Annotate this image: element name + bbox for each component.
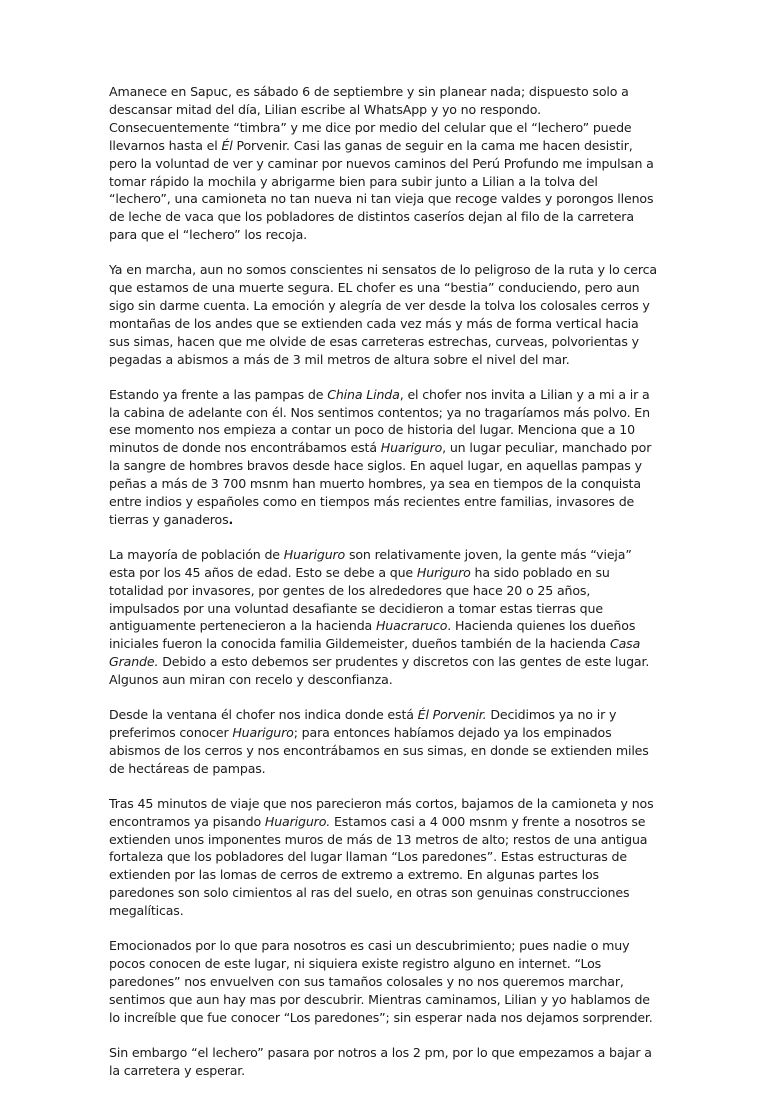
paragraph-4-text-3: ha sido poblado en su totalidad por invasores, por gentes de los alrededores que hace 20 o 25 años, impulsados por una voluntad desafiante se decidieron a tomar estas tierras que antiguamente pertenecieron a la hacienda: [109, 564, 610, 634]
paragraph-4-text-4: . Hacienda quienes los dueños iniciales fueron la conocida familia Gildemeister, dueños también de la hacienda: [109, 618, 636, 652]
paragraph-3-text-3: , un lugar peculiar, manchado por la sangre de hombres bravos desde hace siglos. En aquel lugar, en aquellas pampas y peñas a más de 3 700 msnm han muerto hombres, ya sea en tiempos de la conquista entre indios y españoles como en tiempos más recientes entre familias, invasores de tierras y ganaderos: [109, 440, 652, 527]
paragraph-4-italic-3: Huacraruco: [375, 618, 448, 634]
paragraph-1-text-1: Amanece en Sapuc, es sábado 6 de septiembre y sin planear nada; dispuesto solo a descansar mitad del día, Lilian escribe al WhatsApp y yo no respondo. Consecuentemente “timbra” y me dice por medio del celular que el “lechero” puede llevarnos hasta el: [109, 84, 632, 153]
paragraph-6-text-2: Estamos casi a 4 000 msnm y frente a nosotros se extienden unos imponentes muros de más de 13 metros de alto; restos de una antigua fortaleza que los pobladores del lugar llaman “Los paredones”. Estas estructuras de extienden por las lomas de cerros de extremo a extremo. En algunas partes los paredones son solo cimientos al ras del suelo, en otras son genuinas construcciones megalíticas.: [109, 813, 648, 919]
paragraph-4-text-1: La mayoría de población de: [109, 546, 284, 562]
paragraph-5-italic-2: Huariguro: [232, 725, 294, 740]
paragraph-4-text-2: son relativamente joven, la gente más “vieja” esta por los 45 años de edad. Esto se debe a que: [109, 546, 632, 580]
paragraph-3-text-1: Estando ya frente a las pampas de: [109, 386, 328, 402]
paragraph-4-italic-2: Huriguro: [416, 564, 471, 580]
paragraph-5-text-3: ; para entonces habíamos dejado ya los empinados abismos de los cerros y nos encontrábamos en sus simas, en donde se extienden miles de hectáreas de pampas.: [109, 725, 649, 776]
paragraph-1: [109, 83, 657, 244]
paragraph-2: [109, 261, 657, 368]
paragraph-7-text-1: Emocionados por lo que para nosotros es casi un descubrimiento; pues nadie o muy pocos conocen de este lugar, ni siquiera existe registro alguno en internet. “Los paredones” nos envuelven con sus tamaños colosales y no nos queremos marchar, sentimos que aun hay mas por descubrir. Mientras caminamos, Lilian y yo hablamos de lo increíble que fue conocer “Los paredones”; sin esperar nada nos dejamos sorprender.: [109, 938, 653, 1025]
paragraph-1-italic-1: Él: [221, 137, 233, 153]
paragraph-3-italic-2: Huariguro: [380, 440, 443, 456]
paragraph-8: [109, 1044, 657, 1080]
paragraph-6: [109, 795, 657, 920]
paragraph-5: [109, 706, 657, 778]
paragraph-3-italic-1: China Linda: [327, 386, 400, 402]
paragraph-8-text-1: Sin embargo “el lechero” pasara por notros a los 2 pm, por lo que empezamos a bajar a la carretera y esperar.: [109, 1044, 652, 1078]
paragraph-6-text-1: Tras 45 minutos de viaje que nos parecieron más cortos, bajamos de la camioneta y nos encontramos ya pisando: [109, 795, 654, 829]
paragraph-4-text-5: Debido a esto debemos ser prudentes y discretos con las gentes de este lugar. Algunos aun miran con recelo y desconfianza.: [109, 654, 650, 688]
paragraph-4: [109, 546, 657, 689]
paragraph-6-italic-1: Huariguro.: [264, 813, 331, 829]
paragraph-7: [109, 937, 657, 1027]
document-page: [109, 83, 657, 1096]
paragraph-2-text-1: Ya en marcha, aun no somos conscientes ni sensatos de lo peligroso de la ruta y lo cerca que estamos de una muerte segura. EL chofer es una “bestia” conduciendo, pero aun sigo sin darme cuenta. La emoción y alegría de ver desde la tolva los colosales cerros y montañas de los andes que se extienden cada vez más y más de forma vertical hacia sus simas, hacen que me olvide de esas carreteras estrechas, curveas, polvorientas y pegadas a abismos a más de 3 mil metros de altura sobre el nivel del mar.: [109, 262, 657, 367]
paragraph-4-italic-4: Casa Grande.: [109, 636, 641, 670]
paragraph-4-italic-1: Huariguro: [283, 546, 346, 562]
paragraph-5-text-1: Desde la ventana él chofer nos indica donde está: [109, 707, 418, 723]
paragraph-3-text-2: , el chofer nos invita a Lilian y a mi a ir a la cabina de adelante con él. Nos sentimos contentos; ya no tragaríamos más polvo. En ese momento nos empieza a contar un poco de historia del lugar. Menciona que a 10 minutos de donde nos encontrábamos está: [109, 386, 650, 456]
paragraph-3-bold-period: .: [228, 511, 234, 527]
paragraph-5-text-2: Decidimos ya no ir y preferimos conocer: [109, 707, 617, 740]
paragraph-1-text-2: Porvenir. Casi las ganas de seguir en la cama me hacen desistir, pero la voluntad de ver y caminar por nuevos caminos del Perú Profundo me impulsan a tomar rápido la mochila y abrigarme bien para subir junto a Lilian a la tolva del “lechero”, una camioneta no tan nueva ni tan vieja que recoge valdes y porongos llenos de leche de vaca que los pobladores de distintos caseríos dejan al filo de la carretera para que el “lechero” los recoja.: [109, 137, 654, 243]
paragraph-3: [109, 386, 657, 529]
paragraph-5-italic-1: Él Porvenir.: [417, 707, 487, 723]
